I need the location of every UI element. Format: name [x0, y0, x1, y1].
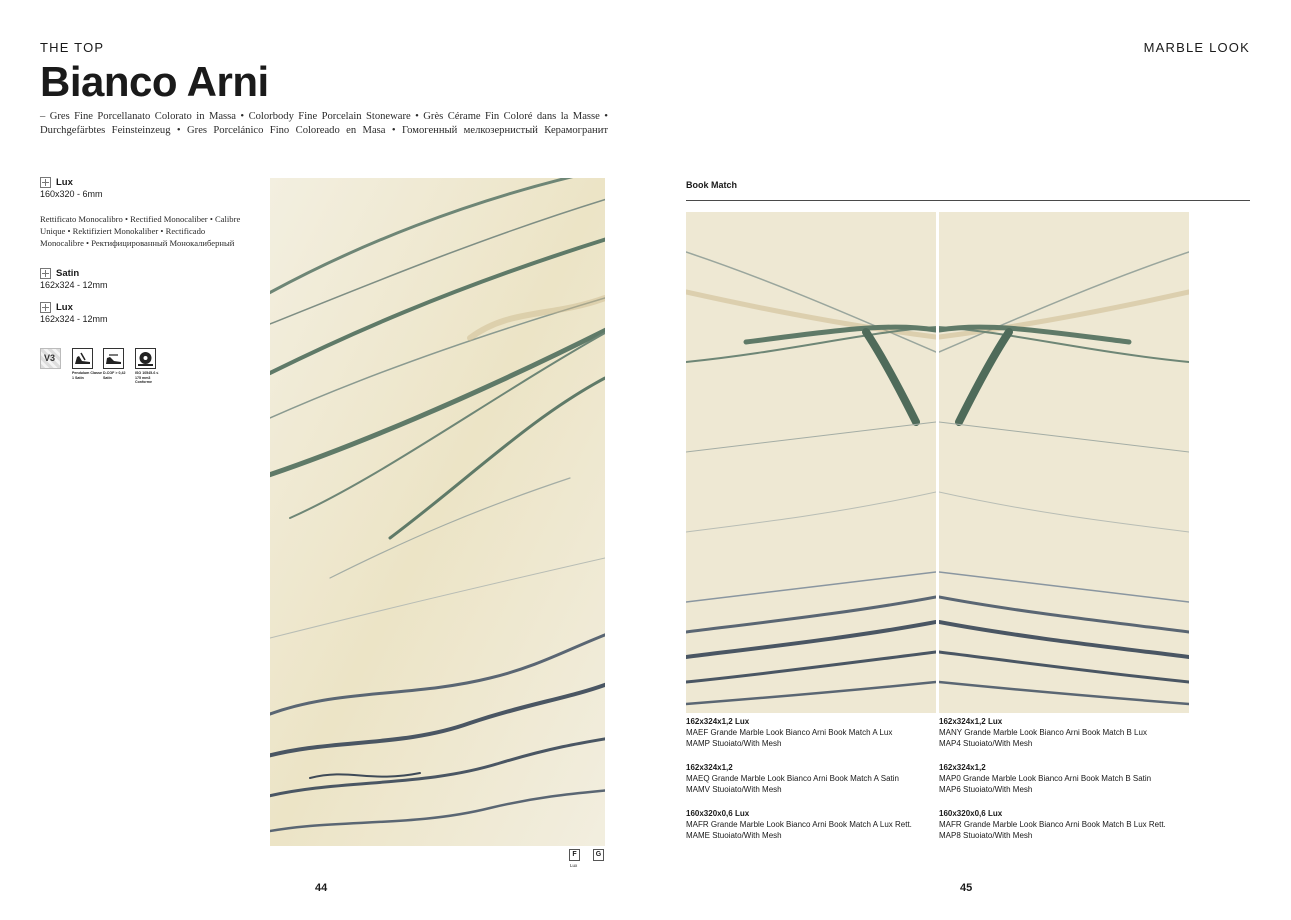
v3-shade-variation-icon: V3 [40, 348, 61, 369]
page-number-right: 45 [960, 882, 973, 894]
iso-abrasion-icon [135, 348, 156, 369]
marble-texture [939, 212, 1189, 713]
code-item: 162x324x1,2 MAEQ Grande Marble Look Bianco Arni Book Match A Satin MAMV Stuoiato/With Mesh [686, 763, 899, 794]
book-match-slab-b [939, 212, 1189, 713]
code-item: 160x320x0,6 Lux MAFR Grande Marble Look Bianco Arni Book Match B Lux Rett. MAP8 Stuoiato/With Mesh [939, 809, 1166, 840]
page-title: Bianco Arni [40, 58, 269, 105]
spec-size: 160x320 - 6mm [40, 189, 103, 199]
spec-size: 162x324 - 12mm [40, 314, 108, 324]
finish-badge-g: G [593, 849, 604, 861]
pendulum-icon [72, 348, 93, 369]
finish-icon [40, 268, 51, 279]
code-item: 162x324x1,2 MAP0 Grande Marble Look Bianco Arni Book Match B Satin MAP6 Stuoiato/With Mesh [939, 763, 1152, 794]
cert-dcof: D-COF > 0,42 Satin [103, 348, 127, 380]
spec-finish: Satin [56, 268, 80, 279]
book-match-slab-a [686, 212, 936, 713]
finish-icon [40, 302, 51, 313]
code-item: 162x324x1,2 Lux MANY Grande Marble Look Bianco Arni Book Match B Lux MAP4 Stuoiato/With Mesh [939, 717, 1147, 748]
book-match-b-codes [939, 716, 1184, 854]
marble-texture [686, 212, 936, 713]
cert-pendulum: Pendulum Classe 1 Satin [72, 348, 96, 380]
spec-finish: Lux [56, 302, 73, 313]
series-name: THE TOP [40, 40, 105, 55]
cert-v3 [40, 348, 64, 369]
cert-iso: ISO 10545-6 ≤ 175 mm3 Conforme [135, 348, 159, 385]
spec-lux-6mm [40, 177, 103, 199]
page-number-left: 44 [315, 882, 328, 894]
finish-badge-caption: Lux [570, 863, 578, 868]
spec-size: 162x324 - 12mm [40, 280, 108, 290]
marble-slab-image [270, 178, 605, 846]
book-match-a-codes [686, 716, 931, 854]
divider [686, 200, 1250, 201]
marble-texture [270, 178, 605, 846]
spec-satin-12mm [40, 268, 108, 290]
category-name: MARBLE LOOK [1143, 40, 1250, 55]
book-match-header: Book Match [686, 180, 738, 190]
spec-lux-12mm [40, 302, 108, 324]
spec-finish: Lux [56, 177, 73, 188]
finish-icon [40, 177, 51, 188]
dcof-icon [103, 348, 124, 369]
finish-badge-f: F [569, 849, 580, 861]
material-description: – Gres Fine Porcellanato Colorato in Massa • Colorbody Fine Porcelain Stoneware • Grès Cérame Fin Coloré dans la Masse • Durchgefärbtes Feinsteinzeug • Gres Porcelánico Fino Coloreado en Masa • Гомогенный мелкозернистый Керамогранит [40, 111, 608, 136]
code-item: 162x324x1,2 Lux MAEF Grande Marble Look Bianco Arni Book Match A Lux MAMP Stuoiato/With Mesh [686, 717, 893, 748]
code-item: 160x320x0,6 Lux MAFR Grande Marble Look Bianco Arni Book Match A Lux Rett. MAME Stuoiato/With Mesh [686, 809, 912, 840]
calibre-description: Rettificato Monocalibro • Rectified Monocaliber • Calibre Unique • Rektifiziert Monokaliber • Rectificado Monocalibre • Ректифицированный Монокалиберный [40, 214, 241, 248]
